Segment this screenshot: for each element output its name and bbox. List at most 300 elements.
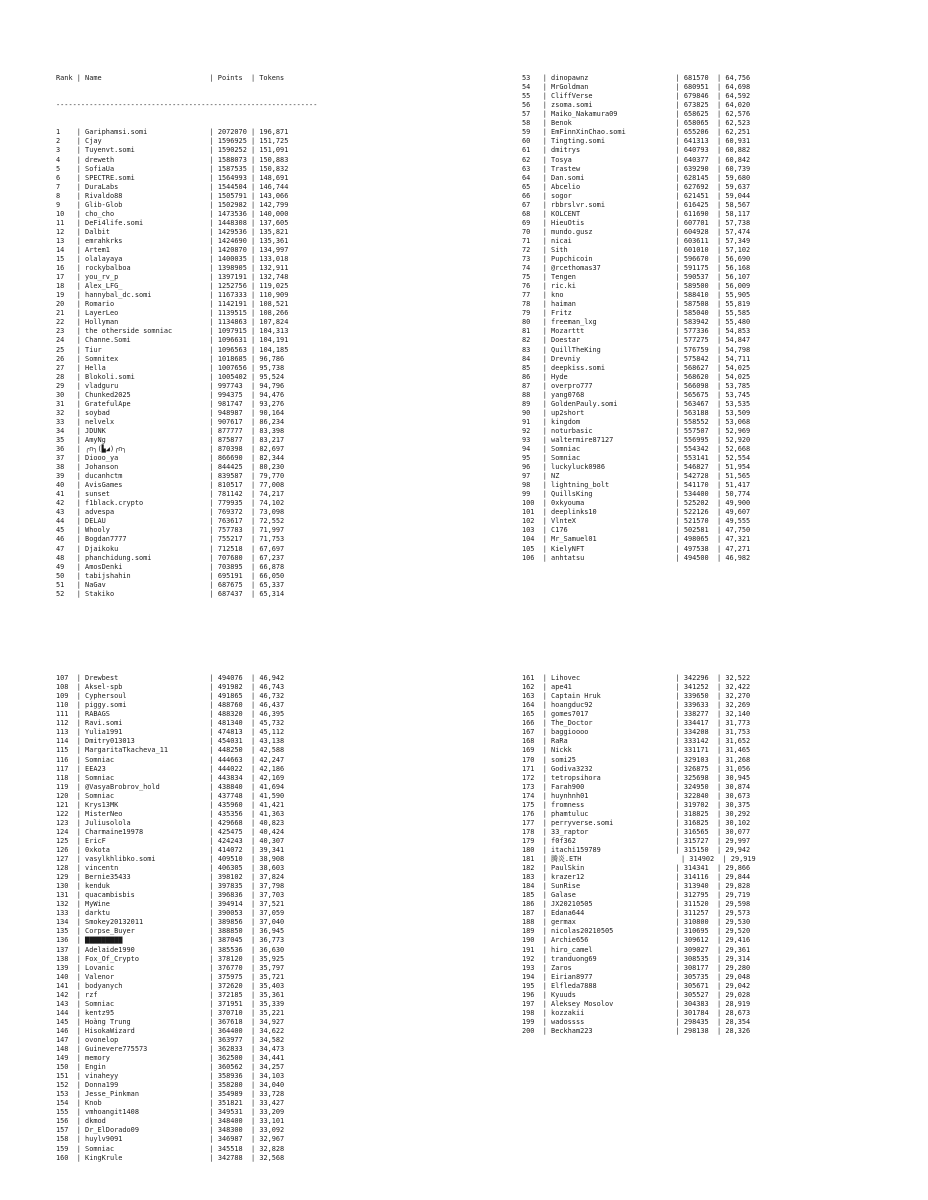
name-cell: Hollyman | xyxy=(85,318,218,327)
table-header: Rank | Name | Points | Tokens xyxy=(56,74,285,83)
tokens-cell: 110,909 xyxy=(259,291,289,300)
tokens-cell: 49,607 xyxy=(725,508,751,517)
name-cell: tabijshahin | xyxy=(85,571,218,580)
rank-cell: 170 | xyxy=(522,755,552,764)
name-cell: DELAU | xyxy=(85,517,218,526)
table-row xyxy=(522,137,902,146)
tokens-cell: 132,911 xyxy=(259,264,289,273)
rank-cell: 154 | xyxy=(56,1099,86,1108)
points-cell: 534400 | xyxy=(683,490,726,499)
name-cell: Tengen | xyxy=(551,273,684,282)
points-cell: 338277 | xyxy=(683,710,726,719)
points-cell: 588410 | xyxy=(683,291,726,300)
tokens-cell: 60,739 xyxy=(725,164,751,173)
points-cell: 305671 | xyxy=(683,981,726,990)
tokens-cell: 57,738 xyxy=(725,218,751,227)
tokens-cell: 36,773 xyxy=(259,936,285,945)
rank-cell: 117 | xyxy=(56,764,86,773)
table-row xyxy=(522,1009,902,1018)
name-cell: Farah900 | xyxy=(551,782,684,791)
tokens-cell: 58,567 xyxy=(725,200,751,209)
tokens-cell: 54,025 xyxy=(725,363,751,372)
table-row xyxy=(56,273,466,282)
table-row xyxy=(522,490,902,499)
points-cell: 301784 | xyxy=(683,1008,726,1017)
points-cell: 371951 | xyxy=(217,999,260,1008)
table-row xyxy=(522,83,902,92)
table-separator: --------------------------------------------------------------- xyxy=(56,101,318,110)
name-cell: Dmitry013013 | xyxy=(85,737,218,746)
table-row xyxy=(522,74,902,83)
rank-cell: 133 | xyxy=(56,909,86,918)
name-cell: Eirian8977 | xyxy=(551,972,684,981)
rank-cell: 87 | xyxy=(522,381,552,390)
tokens-cell: 33,092 xyxy=(259,1126,285,1135)
rank-cell: 38 | xyxy=(56,463,86,472)
name-cell: QuillTheKing | xyxy=(551,345,684,354)
tokens-cell: 64,698 xyxy=(725,83,751,92)
points-cell: 1096631 | xyxy=(217,336,260,345)
rows-column-2 xyxy=(522,74,902,563)
tokens-cell: 53,509 xyxy=(725,408,751,417)
rank-cell: 54 | xyxy=(522,83,552,92)
name-cell: mundo.gusz | xyxy=(551,227,684,236)
tokens-cell: 53,745 xyxy=(725,390,751,399)
rank-cell: 130 | xyxy=(56,882,86,891)
points-cell: 563467 | xyxy=(683,399,726,408)
points-cell: 362833 | xyxy=(217,1045,260,1054)
rank-cell: 71 | xyxy=(522,236,552,245)
table-row xyxy=(56,481,466,490)
name-cell: kentz95 | xyxy=(85,1008,218,1017)
rank-cell: 175 | xyxy=(522,800,552,809)
table-row xyxy=(522,1027,902,1036)
name-cell: ape41 | xyxy=(551,683,684,692)
table-row xyxy=(56,391,466,400)
name-cell: rockybalboa | xyxy=(85,264,218,273)
rank-cell: 27 | xyxy=(56,363,86,372)
rank-cell: 131 | xyxy=(56,891,86,900)
tokens-cell: 32,828 xyxy=(259,1144,285,1153)
rank-cell: 49 | xyxy=(56,562,86,571)
rank-cell: 105 | xyxy=(522,544,552,553)
rank-cell: 17 | xyxy=(56,273,86,282)
name-cell: piggy.somi | xyxy=(85,701,218,710)
table-row xyxy=(56,1036,466,1045)
tokens-cell: 55,819 xyxy=(725,300,751,309)
points-cell: 378120 | xyxy=(217,954,260,963)
rank-cell: 136 | xyxy=(56,936,86,945)
name-cell: baggioooo | xyxy=(551,728,684,737)
points-cell: 498065 | xyxy=(683,535,726,544)
name-cell: 0xkyouma | xyxy=(551,499,684,508)
table-row xyxy=(56,882,466,891)
rank-cell: 97 | xyxy=(522,472,552,481)
rank-cell: 183 | xyxy=(522,873,552,882)
points-cell: 387045 | xyxy=(217,936,260,945)
tokens-cell: 51,565 xyxy=(725,472,751,481)
name-cell: AmosDenki | xyxy=(85,562,218,571)
name-cell: phamtuluc | xyxy=(551,809,684,818)
tokens-cell: 28,673 xyxy=(725,1008,751,1017)
name-cell: JDUNK | xyxy=(85,426,218,435)
table-row xyxy=(522,801,902,810)
name-cell: Alex_LFG_ | xyxy=(85,282,218,291)
name-cell: Aleksey Mosolov | xyxy=(551,999,684,1008)
table-row xyxy=(56,282,466,291)
rank-cell: 122 | xyxy=(56,809,86,818)
points-cell: 866690 | xyxy=(217,454,260,463)
name-cell: Fox_Of_Crypto | xyxy=(85,954,218,963)
name-cell: itachi159789 | xyxy=(551,845,684,854)
rank-cell: 96 | xyxy=(522,463,552,472)
tokens-cell: 90,164 xyxy=(259,408,285,417)
table-row xyxy=(56,382,466,391)
table-row xyxy=(522,119,902,128)
table-row xyxy=(56,955,466,964)
table-row xyxy=(56,801,466,810)
table-row xyxy=(56,683,466,692)
points-cell: 1448308 | xyxy=(217,218,260,227)
points-cell: 601010 | xyxy=(683,245,726,254)
tokens-cell: 30,292 xyxy=(725,809,751,818)
tokens-cell: 37,040 xyxy=(259,918,285,927)
tokens-cell: 29,530 xyxy=(725,918,751,927)
table-row xyxy=(522,409,902,418)
table-row xyxy=(56,701,466,710)
name-cell: Kyuuds | xyxy=(551,990,684,999)
table-row xyxy=(522,237,902,246)
rank-cell: 10 | xyxy=(56,209,86,218)
points-cell: 640793 | xyxy=(683,146,726,155)
rank-cell: 20 | xyxy=(56,300,86,309)
table-row xyxy=(56,255,466,264)
tokens-cell: 54,798 xyxy=(725,345,751,354)
table-row xyxy=(522,674,902,683)
tokens-cell: 67,697 xyxy=(259,544,285,553)
tokens-cell: 29,520 xyxy=(725,927,751,936)
name-cell: waltermire87127 | xyxy=(551,435,684,444)
points-cell: 521570 | xyxy=(683,517,726,526)
name-cell: phanchidung.somi | xyxy=(85,553,218,562)
points-cell: 568627 | xyxy=(683,363,726,372)
table-row xyxy=(522,936,902,945)
rank-cell: 68 | xyxy=(522,209,552,218)
table-row xyxy=(56,590,466,599)
rank-cell: 162 | xyxy=(522,683,552,692)
points-cell: 907617 | xyxy=(217,417,260,426)
rank-cell: 78 | xyxy=(522,300,552,309)
points-cell: 577336 | xyxy=(683,327,726,336)
leaderboard-column-4 xyxy=(522,656,902,1045)
rank-cell: 81 | xyxy=(522,327,552,336)
rank-cell: 92 | xyxy=(522,426,552,435)
points-cell: 429668 | xyxy=(217,818,260,827)
name-cell: Adelaide1990 | xyxy=(85,945,218,954)
name-cell: QuillsKing | xyxy=(551,490,684,499)
name-cell: yang0768 | xyxy=(551,390,684,399)
name-cell: Hella | xyxy=(85,363,218,372)
points-cell: 587508 | xyxy=(683,300,726,309)
rank-cell: 26 | xyxy=(56,354,86,363)
leaderboard-column-1 xyxy=(56,56,466,608)
tokens-cell: 34,927 xyxy=(259,1017,285,1026)
table-row xyxy=(56,445,466,454)
name-cell: GratefulApe | xyxy=(85,399,218,408)
table-row xyxy=(522,472,902,481)
tokens-cell: 55,905 xyxy=(725,291,751,300)
name-cell: hoangduc92 | xyxy=(551,701,684,710)
tokens-cell: 46,743 xyxy=(259,683,285,692)
points-cell: 305527 | xyxy=(683,990,726,999)
table-row xyxy=(56,490,466,499)
tokens-cell: 54,711 xyxy=(725,354,751,363)
table-row xyxy=(56,1154,466,1163)
tokens-cell: 196,871 xyxy=(259,128,289,137)
table-row xyxy=(522,746,902,755)
tokens-cell: 37,703 xyxy=(259,891,285,900)
tokens-cell: 40,307 xyxy=(259,836,285,845)
rank-cell: 93 | xyxy=(522,435,552,444)
rank-cell: 94 | xyxy=(522,445,552,454)
rank-cell: 90 | xyxy=(522,408,552,417)
points-cell: 497538 | xyxy=(683,544,726,553)
tokens-cell: 41,590 xyxy=(259,791,285,800)
rank-cell: 109 | xyxy=(56,692,86,701)
tokens-cell: 29,997 xyxy=(725,836,751,845)
tokens-cell: 36,945 xyxy=(259,927,285,936)
name-cell: Aksel-spb | xyxy=(85,683,218,692)
table-row xyxy=(56,183,466,192)
tokens-cell: 42,186 xyxy=(259,764,285,773)
rank-cell: 177 | xyxy=(522,818,552,827)
tokens-cell: 34,040 xyxy=(259,1081,285,1090)
name-cell: fromness | xyxy=(551,800,684,809)
rank-cell: 199 | xyxy=(522,1017,552,1026)
name-cell: dreweth | xyxy=(85,155,218,164)
tokens-cell: 46,437 xyxy=(259,701,285,710)
points-cell: 298138 | xyxy=(683,1026,726,1035)
table-row xyxy=(56,554,466,563)
points-cell: 339650 | xyxy=(683,692,726,701)
tokens-cell: 29,719 xyxy=(725,891,751,900)
tokens-cell: 29,042 xyxy=(725,981,751,990)
rank-cell: 178 | xyxy=(522,827,552,836)
table-row xyxy=(56,436,466,445)
tokens-cell: 132,748 xyxy=(259,273,289,282)
tokens-cell: 29,844 xyxy=(725,873,751,882)
rank-cell: 14 | xyxy=(56,245,86,254)
points-cell: 314116 | xyxy=(683,873,726,882)
name-cell: AvisGames | xyxy=(85,481,218,490)
name-cell: Blokoli.somi | xyxy=(85,372,218,381)
table-row xyxy=(522,526,902,535)
table-row xyxy=(56,891,466,900)
points-cell: 658065 | xyxy=(683,119,726,128)
table-row xyxy=(522,810,902,819)
table-row xyxy=(522,792,902,801)
name-cell: RaRa | xyxy=(551,737,684,746)
points-cell: 424243 | xyxy=(217,836,260,845)
rank-cell: 189 | xyxy=(522,927,552,936)
name-cell: Elfleda7888 | xyxy=(551,981,684,990)
name-cell: Tosya | xyxy=(551,155,684,164)
rank-cell: 169 | xyxy=(522,746,552,755)
rank-cell: 3 | xyxy=(56,146,86,155)
table-row xyxy=(56,1045,466,1054)
rank-cell: 188 | xyxy=(522,918,552,927)
name-cell: Corpse_Buyer | xyxy=(85,927,218,936)
name-cell: Romario | xyxy=(85,300,218,309)
table-row xyxy=(56,228,466,237)
table-row xyxy=(522,192,902,201)
points-cell: 673825 | xyxy=(683,101,726,110)
table-row xyxy=(56,1000,466,1009)
points-cell: 607701 | xyxy=(683,218,726,227)
points-cell: 1252756 | xyxy=(217,282,260,291)
table-row xyxy=(522,508,902,517)
name-cell: nelvelx | xyxy=(85,417,218,426)
table-row xyxy=(56,918,466,927)
tokens-cell: 32,140 xyxy=(725,710,751,719)
name-cell: 33_raptor | xyxy=(551,827,684,836)
rank-cell: 89 | xyxy=(522,399,552,408)
rank-cell: 171 | xyxy=(522,764,552,773)
tokens-cell: 46,942 xyxy=(259,674,285,683)
name-cell: vinaheyy | xyxy=(85,1072,218,1081)
tokens-cell: 31,773 xyxy=(725,719,751,728)
points-cell: 409510 | xyxy=(217,855,260,864)
points-cell: 639290 | xyxy=(683,164,726,173)
table-row xyxy=(56,581,466,590)
rank-cell: 164 | xyxy=(522,701,552,710)
table-row xyxy=(522,273,902,282)
rows-column-4 xyxy=(522,674,902,1036)
name-cell: Valenor | xyxy=(85,972,218,981)
tokens-cell: 34,257 xyxy=(259,1063,285,1072)
rank-cell: 127 | xyxy=(56,855,86,864)
name-cell: Gariphamsi.somi | xyxy=(85,128,218,137)
table-row xyxy=(522,982,902,991)
points-cell: 396836 | xyxy=(217,891,260,900)
name-cell: Cyphersoul | xyxy=(85,692,218,701)
points-cell: 342788 | xyxy=(217,1153,260,1162)
name-cell: Ravi.somi | xyxy=(85,719,218,728)
name-cell: C176 | xyxy=(551,526,684,535)
rank-cell: 69 | xyxy=(522,218,552,227)
rank-cell: 181 | xyxy=(522,855,552,864)
table-row xyxy=(522,882,902,891)
rank-cell: 88 | xyxy=(522,390,552,399)
rank-cell: 95 | xyxy=(522,454,552,463)
name-cell: rbbrslvr.somi | xyxy=(551,200,684,209)
name-cell: CliffVerse | xyxy=(551,92,684,101)
points-cell: 311257 | xyxy=(683,909,726,918)
points-cell: 556995 | xyxy=(683,435,726,444)
points-cell: 364400 | xyxy=(217,1026,260,1035)
rank-cell: 156 | xyxy=(56,1117,86,1126)
points-cell: 695191 | xyxy=(217,571,260,580)
name-cell: cho_cho | xyxy=(85,209,218,218)
tokens-cell: 34,473 xyxy=(259,1045,285,1054)
table-row xyxy=(56,737,466,746)
rank-cell: 198 | xyxy=(522,1008,552,1017)
tokens-cell: 29,314 xyxy=(725,954,751,963)
name-cell: ducanhctm | xyxy=(85,472,218,481)
rank-cell: 42 | xyxy=(56,499,86,508)
tokens-cell: 104,185 xyxy=(259,345,289,354)
rank-cell: 24 | xyxy=(56,336,86,345)
points-cell: 1007656 | xyxy=(217,363,260,372)
rank-cell: 176 | xyxy=(522,809,552,818)
tokens-cell: 83,398 xyxy=(259,426,285,435)
table-row xyxy=(56,364,466,373)
points-cell: 360562 | xyxy=(217,1063,260,1072)
name-cell: huynhnh01 | xyxy=(551,791,684,800)
name-cell: The_Doctor | xyxy=(551,719,684,728)
tokens-cell: 28,919 xyxy=(725,999,751,1008)
points-cell: 372185 | xyxy=(217,990,260,999)
rank-cell: 34 | xyxy=(56,426,86,435)
table-row xyxy=(56,1009,466,1018)
tokens-cell: 47,271 xyxy=(725,544,751,553)
rank-cell: 23 | xyxy=(56,327,86,336)
name-cell: Somniac | xyxy=(551,445,684,454)
table-row xyxy=(522,545,902,554)
table-row xyxy=(56,746,466,755)
tokens-cell: 60,882 xyxy=(725,146,751,155)
points-cell: 481340 | xyxy=(217,719,260,728)
rank-cell: 100 | xyxy=(522,499,552,508)
rank-cell: 16 | xyxy=(56,264,86,273)
rank-cell: 145 | xyxy=(56,1017,86,1026)
tokens-cell: 137,605 xyxy=(259,218,289,227)
points-cell: 346987 | xyxy=(217,1135,260,1144)
points-cell: 310800 | xyxy=(683,918,726,927)
points-cell: 334208 | xyxy=(683,728,726,737)
rank-cell: 66 | xyxy=(522,191,552,200)
table-row xyxy=(56,855,466,864)
rank-cell: 172 | xyxy=(522,773,552,782)
table-row xyxy=(56,201,466,210)
tokens-cell: 146,744 xyxy=(259,182,289,191)
name-cell: MrGoldman | xyxy=(551,83,684,92)
name-cell: ovonelop | xyxy=(85,1035,218,1044)
tokens-cell: 34,441 xyxy=(259,1054,285,1063)
table-row xyxy=(56,508,466,517)
tokens-cell: 60,931 xyxy=(725,137,751,146)
name-cell: Trastew | xyxy=(551,164,684,173)
name-cell: Abcelio | xyxy=(551,182,684,191)
tokens-cell: 35,403 xyxy=(259,981,285,990)
tokens-cell: 135,821 xyxy=(259,227,289,236)
points-cell: 1134863 | xyxy=(217,318,260,327)
name-cell: SPECTRE.somi | xyxy=(85,173,218,182)
tokens-cell: 39,341 xyxy=(259,845,285,854)
tokens-cell: 36,630 xyxy=(259,945,285,954)
rank-cell: 48 | xyxy=(56,553,86,562)
name-cell: Hoàng Trung | xyxy=(85,1017,218,1026)
rank-cell: 21 | xyxy=(56,309,86,318)
tokens-cell: 151,091 xyxy=(259,146,289,155)
table-row xyxy=(56,346,466,355)
table-row xyxy=(56,1126,466,1135)
rank-cell: 116 | xyxy=(56,755,86,764)
tokens-cell: 53,068 xyxy=(725,417,751,426)
points-cell: 994375 | xyxy=(217,390,260,399)
points-cell: 568620 | xyxy=(683,372,726,381)
table-row xyxy=(56,1054,466,1063)
